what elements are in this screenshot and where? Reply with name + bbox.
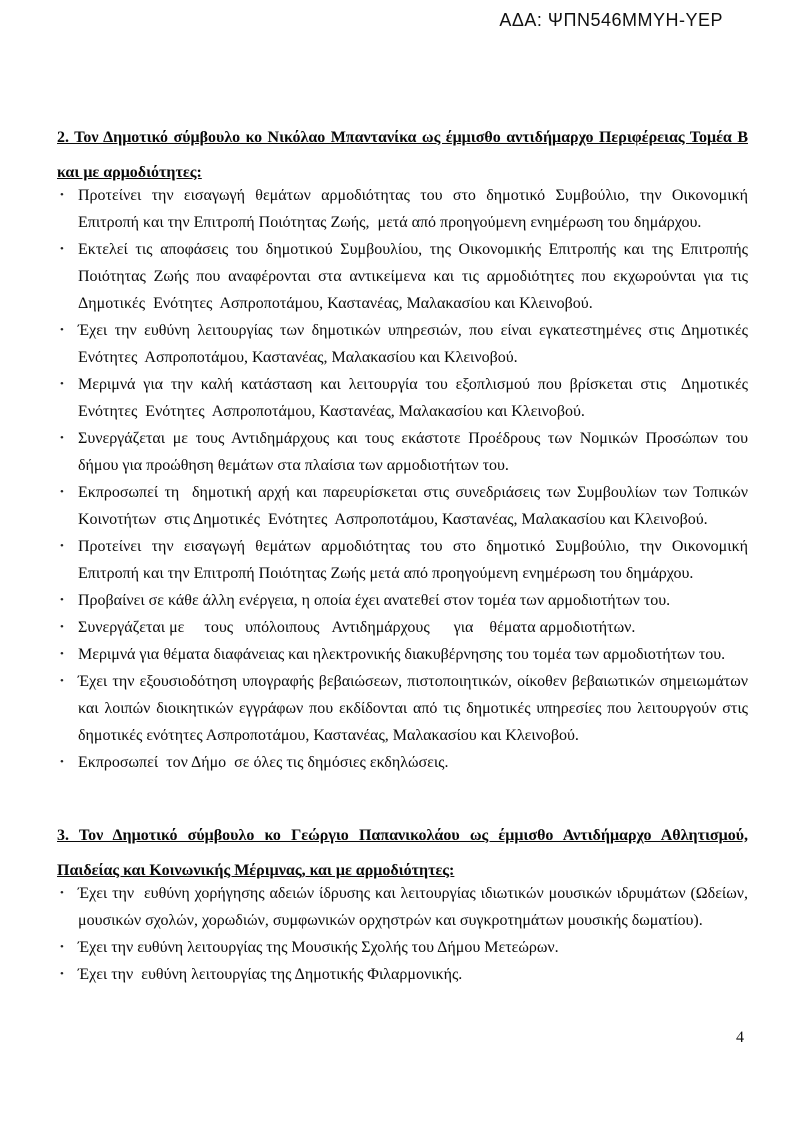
bullet-icon: • bbox=[60, 243, 64, 255]
list-item-text: Έχει την εξουσιοδότηση υπογραφής βεβαιώσεων, πιστοποιητικών, οίκοθεν βεβαιωτικών σημειωμάτων και λοιπών διοικητικών εγγράφων που εκδίδονται από τις δημοτικές υπηρεσίες που λειτουργούν στις δημοτικές ενότητες Ασπροποτάμου, Καστανέας, Μαλακασίου και Κλεινοβού. bbox=[78, 673, 748, 744]
bullet-icon: • bbox=[60, 540, 64, 552]
list-item bbox=[57, 182, 748, 236]
bullet-icon: • bbox=[60, 941, 64, 953]
list-item-text: Προτείνει την εισαγωγή θεμάτων αρμοδιότητας του στο δημοτικό Συμβούλιο, την Οικονομική Επιτροπή και την Επιτροπή Ποιότητας Ζωής μετά από προηγούμενη ενημέρωση του δημάρχου. bbox=[78, 538, 748, 582]
list-item-text: Έχει την ευθύνη λειτουργίας της Δημοτικής Φιλαρμονικής. bbox=[78, 966, 463, 983]
list-item bbox=[57, 880, 748, 934]
list-item-text: Μεριμνά για θέματα διαφάνειας και ηλεκτρονικής διακυβέρνησης του τομέα των αρμοδιοτήτων του. bbox=[78, 646, 726, 663]
list-item-text: Έχει την ευθύνη λειτουργίας της Μουσικής Σχολής του Δήμου Μετεώρων. bbox=[78, 939, 559, 956]
bullet-icon: • bbox=[60, 324, 64, 336]
list-item-text: Προβαίνει σε κάθε άλλη ενέργεια, η οποία έχει ανατεθεί στον τομέα των αρμοδιοτήτων του. bbox=[78, 592, 671, 609]
list-item-text: Έχει την ευθύνη χορήγησης αδειών ίδρυσης και λειτουργίας ιδιωτικών μουσικών ιδρυμάτων (Ωδείων, μουσικών σχολών, χορωδιών, συμφωνικών ορχηστρών και συγκροτημάτων μουσικής δωματίου). bbox=[78, 885, 748, 929]
list-item-text: Εκτελεί τις αποφάσεις του δημοτικού Συμβουλίου, της Οικονομικής Επιτροπής και της Επιτροπής Ποιότητας Ζωής που αναφέρονται στα αντικείμενα και τις αρμοδιότητες που εκχωρούνται για τις Δημοτικές Ενότητες Ασπροποτάμου, Καστανέας, Μαλακασίου και Κλεινοβού. bbox=[78, 241, 748, 312]
section-2-heading: 2. Τον Δημοτικό σύμβουλο κο Νικόλαο Μπαντανίκα ως έμμισθο αντιδήμαρχο Περιφέρειας Τομέα Β και με αρμοδιότητες: bbox=[57, 129, 748, 181]
list-item bbox=[57, 668, 748, 749]
list-item bbox=[57, 614, 748, 641]
list-item bbox=[57, 425, 748, 479]
bullet-icon: • bbox=[60, 675, 64, 687]
section-2-bullet-list bbox=[57, 182, 748, 776]
bullet-icon: • bbox=[60, 378, 64, 390]
section-3 bbox=[57, 818, 748, 988]
bullet-icon: • bbox=[60, 189, 64, 201]
bullet-icon: • bbox=[60, 756, 64, 768]
bullet-icon: • bbox=[60, 887, 64, 899]
bullet-icon: • bbox=[60, 621, 64, 633]
list-item-text: Έχει την ευθύνη λειτουργίας των δημοτικών υπηρεσιών, που είναι εγκατεστημένες στις Δημοτικές Ενότητες Ασπροποτάμου, Καστανέας, Μαλακασίου και Κλεινοβού. bbox=[78, 322, 748, 366]
document-body bbox=[57, 120, 748, 988]
bullet-icon: • bbox=[60, 432, 64, 444]
section-3-heading: 3. Τον Δημοτικό σύμβουλο κο Γεώργιο Παπανικολάου ως έμμισθο Αντιδήμαρχο Αθλητισμού, Παιδείας και Κοινωνικής Μέριμνας, και με αρμοδιότητες: bbox=[57, 827, 748, 879]
bullet-icon: • bbox=[60, 486, 64, 498]
list-item bbox=[57, 587, 748, 614]
bullet-icon: • bbox=[60, 968, 64, 980]
list-item bbox=[57, 479, 748, 533]
list-item-text: Εκπροσωπεί τον Δήμο σε όλες τις δημόσιες εκδηλώσεις. bbox=[78, 754, 449, 771]
section-2 bbox=[57, 120, 748, 776]
ada-code: ΑΔΑ: ΨΠΝ546ΜΜΥΗ-ΥΕΡ bbox=[499, 10, 723, 30]
bullet-icon: • bbox=[60, 648, 64, 660]
list-item bbox=[57, 371, 748, 425]
list-item-text: Συνεργάζεται με τους Αντιδημάρχους και τους εκάστοτε Προέδρους των Νομικών Προσώπων του δήμου για προώθηση θεμάτων στα πλαίσια των αρμοδιοτήτων του. bbox=[78, 430, 748, 474]
list-item bbox=[57, 961, 748, 988]
section-3-bullet-list bbox=[57, 880, 748, 988]
list-item bbox=[57, 236, 748, 317]
list-item bbox=[57, 934, 748, 961]
list-item-text: Εκπροσωπεί τη δημοτική αρχή και παρευρίσκεται στις συνεδριάσεις των Συμβουλίων των Τοπικών Κοινοτήτων στις Δημοτικές Ενότητες Ασπροποτάμου, Καστανέας, Μαλακασίου και Κλεινοβού. bbox=[78, 484, 748, 528]
list-item-text: Μεριμνά για την καλή κατάσταση και λειτουργία του εξοπλισμού που βρίσκεται στις Δημοτικές Ενότητες Ενότητες Ασπροποτάμου, Καστανέας, Μαλακασίου και Κλεινοβού. bbox=[78, 376, 748, 420]
list-item-text: Προτείνει την εισαγωγή θεμάτων αρμοδιότητας του στο δημοτικό Συμβούλιο, την Οικονομική Επιτροπή και την Επιτροπή Ποιότητας Ζωής, μετά από προηγούμενη ενημέρωση του δημάρχου. bbox=[78, 187, 748, 231]
list-item bbox=[57, 749, 748, 776]
list-item bbox=[57, 317, 748, 371]
list-item-text: Συνεργάζεται με τους υπόλοιπους Αντιδημάρχους για θέματα αρμοδιοτήτων. bbox=[78, 619, 636, 636]
page-number: 4 bbox=[736, 1029, 744, 1046]
list-item bbox=[57, 641, 748, 668]
bullet-icon: • bbox=[60, 594, 64, 606]
list-item bbox=[57, 533, 748, 587]
